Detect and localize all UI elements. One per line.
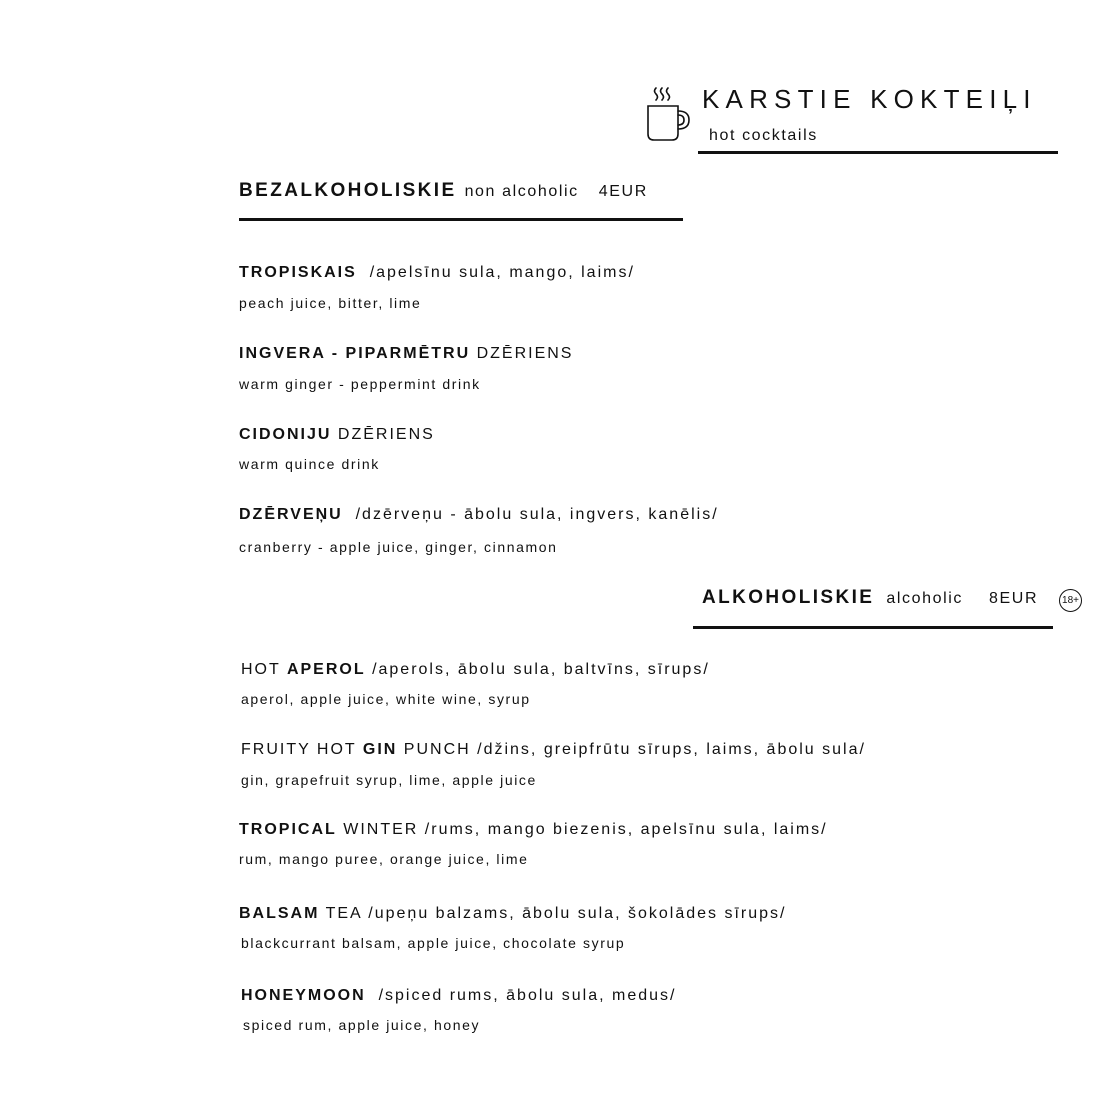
page-subtitle: hot cocktails <box>709 127 818 144</box>
section-price: 4EUR <box>598 183 648 200</box>
menu-item-description: aperol, apple juice, white wine, syrup <box>241 691 531 707</box>
menu-item-name <box>239 345 573 363</box>
menu-item-name <box>239 264 635 282</box>
menu-item-description: gin, grapefruit syrup, lime, apple juice <box>241 772 537 788</box>
item-bold-name: APEROL <box>286 661 366 678</box>
item-ingredients: /aperols, ābolu sula, baltvīns, sīrups/ <box>372 661 710 678</box>
section-price: 8EUR <box>989 590 1039 607</box>
item-prefix: FRUITY HOT <box>241 741 357 758</box>
menu-item-description: blackcurrant balsam, apple juice, chocolate syrup <box>241 935 626 951</box>
menu-item-description: rum, mango puree, orange juice, lime <box>239 851 529 867</box>
item-bold-name: CIDONIJU <box>239 426 332 443</box>
item-ingredients: /džins, greipfrūtu sīrups, laims, ābolu sula/ <box>477 741 866 758</box>
menu-item-name <box>241 987 676 1005</box>
item-ingredients: /spiced rums, ābolu sula, medus/ <box>378 987 677 1004</box>
item-ingredients: /apelsīnu sula, mango, laims/ <box>369 264 635 281</box>
menu-item-name <box>239 426 435 444</box>
section-heading-non-alcoholic <box>239 180 648 202</box>
page-title: KARSTIE KOKTEIĻI <box>702 84 1037 114</box>
item-bold-name: INGVERA - PIPARMĒTRU <box>239 345 471 362</box>
hot-mug-icon <box>640 84 694 146</box>
item-rest-name: DZĒRIENS <box>476 345 574 362</box>
item-bold-name: BALSAM <box>239 905 320 922</box>
item-bold-name: TROPISKAIS <box>239 264 357 281</box>
item-bold-name: TROPICAL <box>239 821 337 838</box>
item-prefix: HOT <box>241 661 281 678</box>
menu-item-name <box>239 506 719 524</box>
item-rest-name: DZĒRIENS <box>337 426 435 443</box>
item-ingredients: /upeņu balzams, ābolu sula, šokolādes sīrups/ <box>368 905 787 922</box>
section-heading-alcoholic <box>702 587 1038 609</box>
section-english: alcoholic <box>886 590 964 607</box>
menu-item-description: cranberry - apple juice, ginger, cinnamon <box>239 539 558 555</box>
menu-item-description: warm quince drink <box>239 456 380 472</box>
menu-item-name <box>241 741 866 759</box>
section-title: BEZALKOHOLISKIE <box>239 180 457 201</box>
item-bold-name: GIN <box>362 741 398 758</box>
age-restriction-badge: 18+ <box>1059 589 1082 612</box>
section-english: non alcoholic <box>464 183 579 200</box>
section-divider <box>693 626 1053 629</box>
section-divider <box>239 218 683 221</box>
menu-item-name <box>239 905 786 923</box>
item-ingredients: /rums, mango biezenis, apelsīnu sula, laims/ <box>424 821 828 838</box>
menu-item-description: peach juice, bitter, lime <box>239 295 422 311</box>
item-rest-name: WINTER <box>343 821 419 838</box>
header-divider <box>698 151 1058 154</box>
item-rest-name: TEA <box>325 905 362 922</box>
item-bold-name: HONEYMOON <box>241 987 366 1004</box>
item-bold-name: DZĒRVEŅU <box>239 506 343 523</box>
menu-item-description: spiced rum, apple juice, honey <box>243 1017 481 1033</box>
menu-item-name <box>239 821 828 839</box>
menu-item-name <box>241 661 710 679</box>
item-rest-name: PUNCH <box>403 741 471 758</box>
section-title: ALKOHOLISKIE <box>702 587 875 608</box>
item-ingredients: /dzērveņu - ābolu sula, ingvers, kanēlis/ <box>355 506 719 523</box>
menu-item-description: warm ginger - peppermint drink <box>239 376 481 392</box>
